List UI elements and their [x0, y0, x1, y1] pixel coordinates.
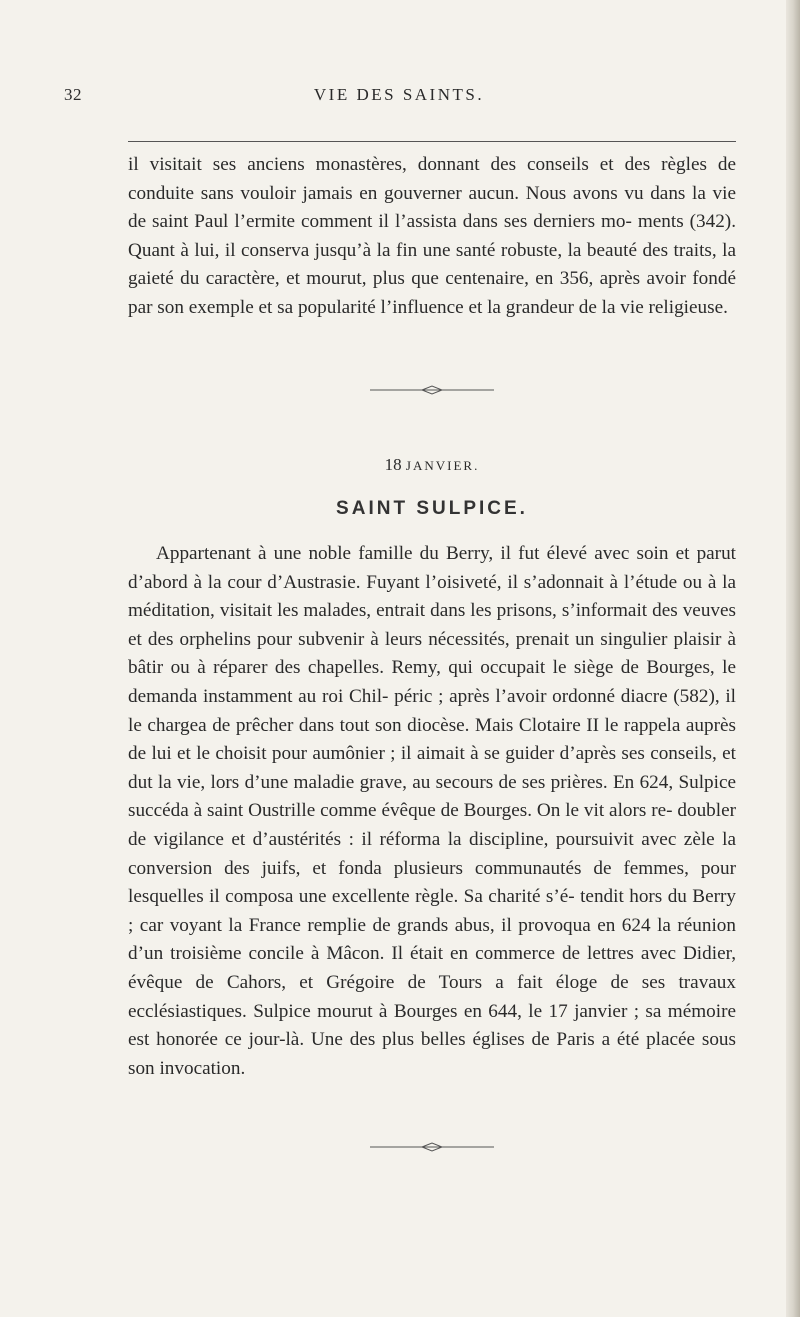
- running-head: VIE DES SAINTS.: [313, 85, 485, 104]
- feast-day: 18: [384, 455, 402, 474]
- saint-title: SAINT SULPICE.: [336, 498, 528, 519]
- page-header: [64, 85, 734, 111]
- section-ornament-top: [370, 385, 494, 395]
- feast-month: JANVIER.: [405, 458, 480, 473]
- section-ornament-bottom: [370, 1142, 494, 1152]
- header-rule: [128, 141, 736, 142]
- saint-biography: Appartenant à une noble famille du Berry, il fut élevé avec soin et parut d’abord à la cour d’Austrasie. Fuyant l’oisiveté, il s’adonnait à l’étude ou à la méditation, visitait les malades, entrait dans les prisons, s’informait des veuves et des orphelins pour subvenir à leurs nécessités, prenait un singulier plaisir à bâtir ou à réparer des chapelles. Remy, qui occupait le siège de Bourges, le demanda instamment au roi Chil- péric ; après l’avoir ordonné diacre (582), il le chargea de prêcher dans tout son diocèse. Mais Clotaire II le rappela auprès de lui et le choisit pour aumônier ; il aimait à se guider d’après ses conseils, et dut la vie, lors d’une maladie grave, au secours de ses prières. En 624, Sulpice succéda à saint Oustrille comme évêque de Bourges. On le vit alors re- doubler de vigilance et d’austérités : il réforma la discipline, poursuivit avec zèle la conversion des juifs, et fonda plusieurs communautés de femmes, pour lesquelles il composa une excellente règle. Sa charité s’é- tendit hors du Berry ; car voyant la France remplie de grands abus, il provoqua en 624 la réunion d’un troisième concile à Mâcon. Il était en commerce de lettres avec Didier, évêque de Cahors, et Grégoire de Tours a fait éloge de ses travaux ecclésiastiques. Sulpice mourut à Bourges en 644, le 17 janvier ; sa mémoire est honorée ce jour-là. Une des plus belles églises de Paris a été placée sous son invocation.: [128, 543, 736, 1079]
- feast-date: [128, 455, 736, 475]
- page-number: 32: [64, 85, 82, 104]
- page-edge-shadow: [786, 0, 800, 1317]
- paragraph-continued: il visitait ses anciens monastères, donnant des conseils et des règles de conduite sans vouloir jamais en gouverner aucun. Nous avons vu dans la vie de saint Paul l’ermite comment il l’assista dans ses derniers mo- ments (342). Quant à lui, il conserva jusqu’à la fin une santé robuste, la beauté des traits, la gaieté du caractère, et mourut, plus que centenaire, en 356, après avoir fondé par son exemple et sa popularité l’influence et la grandeur de la vie religieuse.: [128, 154, 736, 318]
